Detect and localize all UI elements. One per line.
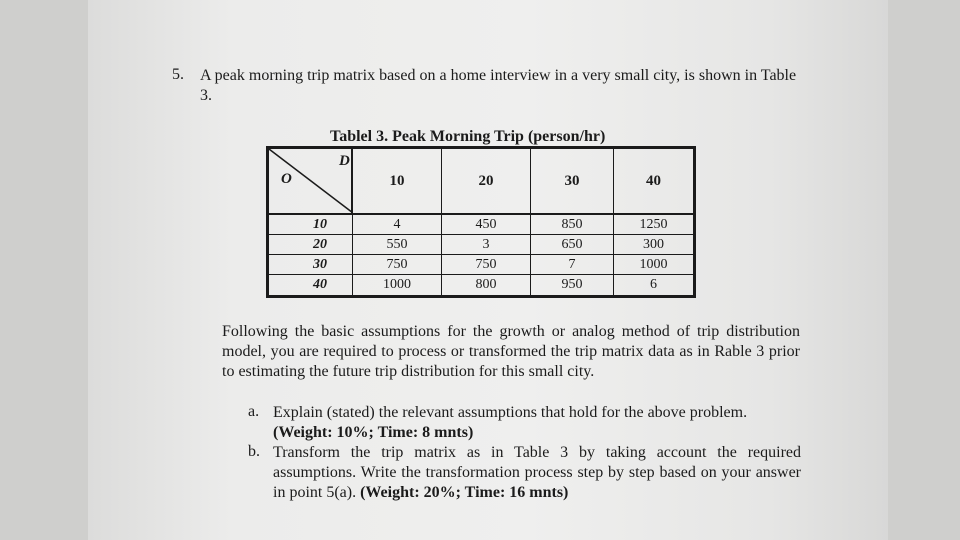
trip-cell: 6	[650, 277, 657, 292]
item-a-letter: a.	[248, 403, 260, 420]
trip-cell: 850	[531, 215, 614, 234]
column-header: 30	[531, 149, 614, 213]
origin-label: O	[281, 171, 292, 187]
item-a-text-block	[273, 403, 801, 443]
item-b-weight: (Weight: 20%; Time: 16 mnts)	[360, 484, 569, 501]
od-corner-cell	[269, 149, 353, 213]
table-row	[269, 215, 693, 235]
trip-cell: 950	[531, 275, 614, 295]
trip-cell: 650	[531, 235, 614, 254]
trip-cell: 3	[442, 235, 531, 254]
item-b-text: Transform the trip matrix as in Table 3 by taking account the required assumptions. Write the transformation process step by step based on your answer in point 5(a).	[273, 444, 801, 501]
item-a-text: Explain (stated) the relevant assumptions that hold for the above problem.	[273, 404, 748, 421]
row-origin-cell: 40	[269, 275, 353, 295]
trip-cell: 1250	[639, 216, 668, 232]
trip-cell: 550	[353, 235, 442, 254]
trip-cell: 450	[442, 215, 531, 234]
row-origin-cell: 20	[269, 235, 353, 254]
table-row	[269, 255, 693, 275]
destination-label: D	[339, 153, 350, 169]
trip-cell: 750	[353, 255, 442, 274]
item-a-weight: (Weight: 10%; Time: 8 mnts)	[273, 424, 474, 441]
column-header: 20	[442, 149, 531, 213]
table-row	[269, 275, 693, 295]
trip-cell: 1000	[639, 256, 668, 272]
trip-cell: 4	[353, 215, 442, 234]
row-origin-cell: 10	[269, 215, 353, 234]
table-row	[269, 235, 693, 255]
item-b-text-block	[273, 443, 801, 503]
trip-cell: 300	[643, 236, 664, 252]
table-title: Tablel 3. Peak Morning Trip (person/hr)	[330, 128, 606, 145]
row-origin-cell: 30	[269, 255, 353, 274]
item-b-letter: b.	[248, 443, 260, 460]
question-number: 5.	[172, 66, 184, 83]
trip-cell: 750	[442, 255, 531, 274]
column-header: 10	[353, 149, 442, 213]
trip-cell: 1000	[353, 275, 442, 295]
trip-cell: 7	[531, 255, 614, 274]
column-header: 40	[646, 172, 661, 189]
trip-matrix-table	[266, 146, 696, 298]
instructions-paragraph: Following the basic assumptions for the growth or analog method of trip distribution model, you are required to process or transformed the trip matrix data as in Rable 3 prior to estimating the future trip distribution for this small city.	[222, 323, 800, 380]
trip-cell: 800	[442, 275, 531, 295]
table-header-row	[269, 149, 693, 215]
question-text: A peak morning trip matrix based on a home interview in a very small city, is shown in Table 3.	[200, 67, 797, 104]
